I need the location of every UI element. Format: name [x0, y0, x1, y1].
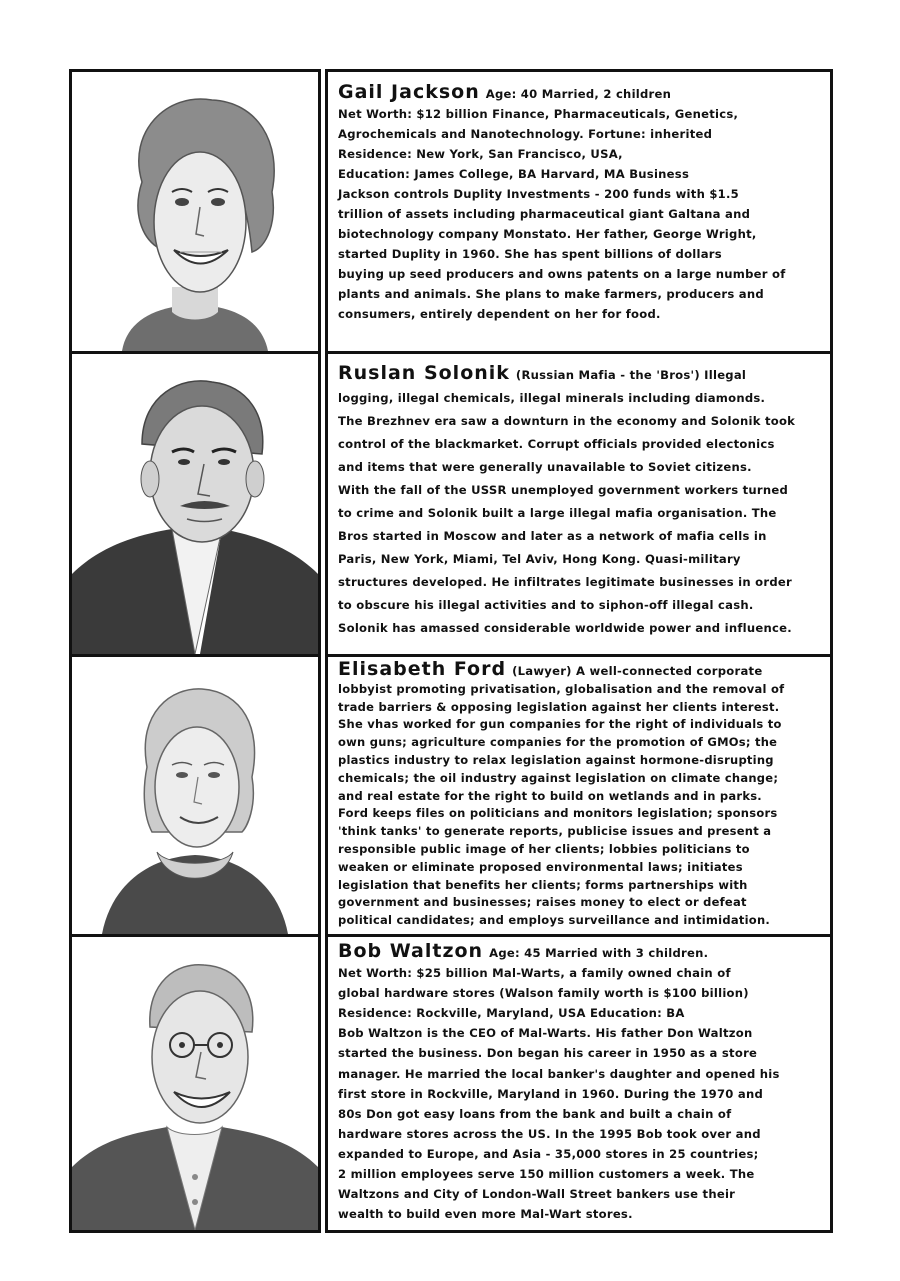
bio-line: plants and animals. She plans to make farmers, producers and [338, 287, 764, 301]
bio-line: and real estate for the right to build on wetlands and in parks. [338, 788, 762, 803]
bio-line: wealth to build even more Mal-Wart stores. [338, 1207, 633, 1222]
bio-panel-elisabeth-ford [328, 657, 830, 934]
bio-line: Net Worth: $12 billion Finance, Pharmaceuticals, Genetics, [338, 107, 739, 121]
bio-text [338, 941, 824, 1224]
bio-line: expanded to Europe, and Asia - 35,000 stores in 25 countries; [338, 1146, 759, 1161]
bio-line: weaken or eliminate proposed environmental laws; initiates [338, 859, 743, 874]
bio-panel-gail-jackson [328, 72, 830, 351]
bio-line: biotechnology company Monstato. Her father, George Wright, [338, 227, 757, 241]
bio-line: lobbyist promoting privatisation, globalisation and the removal of [338, 681, 785, 696]
person-intro: Age: 45 Married with 3 children. [489, 946, 709, 960]
bio-line: started Duplity in 1960. She has spent billions of dollars [338, 247, 722, 261]
bio-text [338, 82, 824, 324]
bio-line: logging, illegal chemicals, illegal minerals including diamonds. [338, 391, 766, 405]
person-intro: (Lawyer) A well-connected corporate [512, 664, 763, 678]
bio-line: and items that were generally unavailable to Soviet citizens. [338, 460, 752, 474]
portrait-bob-waltzon [72, 937, 318, 1230]
bio-line: Residence: New York, San Francisco, USA, [338, 147, 623, 161]
bio-line: hardware stores across the US. In the 1995 Bob took over and [338, 1126, 761, 1141]
bio-line: 2 million employees serve 150 million customers a week. The [338, 1167, 755, 1182]
bio-line: Net Worth: $25 billion Mal-Warts, a family owned chain of [338, 966, 731, 981]
bio-line: to obscure his illegal activities and to siphon-off illegal cash. [338, 598, 754, 612]
person-name: Ruslan Solonik [338, 362, 510, 384]
portrait-ruslan-solonik [72, 354, 318, 654]
bio-line: buying up seed producers and owns patents on a large number of [338, 267, 786, 281]
portrait-gail-jackson [72, 72, 318, 351]
bio-line: trillion of assets including pharmaceutical giant Galtana and [338, 207, 751, 221]
bio-line: Agrochemicals and Nanotechnology. Fortune: inherited [338, 127, 713, 141]
bio-line: Bros started in Moscow and later as a network of mafia cells in [338, 529, 767, 543]
bio-line: Solonik has amassed considerable worldwide power and influence. [338, 621, 792, 635]
bio-line: responsible public image of her clients; lobbies politicians to [338, 841, 750, 856]
biography-column [325, 69, 833, 1233]
bio-line: She vhas worked for gun companies for the right of individuals to [338, 717, 782, 732]
bio-line: 'think tanks' to generate reports, publicise issues and present a [338, 824, 772, 839]
bio-line: The Brezhnev era saw a downturn in the economy and Solonik took [338, 414, 796, 428]
bio-line: Ford keeps files on politicians and monitors legislation; sponsors [338, 806, 778, 821]
bio-line: trade barriers & opposing legislation against her clients interest. [338, 699, 780, 714]
person-intro: (Russian Mafia - the 'Bros') Illegal [515, 368, 747, 382]
bio-panel-bob-waltzon [328, 937, 830, 1230]
person-name: Gail Jackson [338, 81, 480, 103]
person-intro: Age: 40 Married, 2 children [485, 87, 672, 101]
bio-line: Residence: Rockville, Maryland, USA Education: BA [338, 1006, 685, 1021]
bio-text [338, 362, 824, 640]
bio-panel-ruslan-solonik [328, 354, 830, 654]
bio-line: political candidates; and employs surveillance and intimidation. [338, 913, 770, 928]
bio-line: plastics industry to relax legislation against hormone-disrupting [338, 752, 774, 767]
person-name: Elisabeth Ford [338, 658, 507, 680]
bio-line: Waltzons and City of London-Wall Street bankers use their [338, 1187, 736, 1202]
bio-line: Paris, New York, Miami, Tel Aviv, Hong Kong. Quasi-military [338, 552, 741, 566]
portrait-man-moustache-image [72, 354, 318, 654]
bio-line: consumers, entirely dependent on her for food. [338, 307, 661, 321]
bio-line: 80s Don got easy loans from the bank and built a chain of [338, 1106, 732, 1121]
bio-line: Jackson controls Duplity Investments - 200 funds with $1.5 [338, 187, 739, 201]
bio-line: started the business. Don began his career in 1950 as a store [338, 1046, 758, 1061]
bio-line: first store in Rockville, Maryland in 1960. During the 1970 and [338, 1086, 764, 1101]
bio-line: manager. He married the local banker's daughter and opened his [338, 1066, 780, 1081]
bio-line: Education: James College, BA Harvard, MA Business [338, 167, 690, 181]
bio-line: legislation that benefits her clients; forms partnerships with [338, 877, 748, 892]
portrait-man-glasses-image [72, 937, 318, 1230]
person-name: Bob Waltzon [338, 940, 484, 962]
bio-line: structures developed. He infiltrates legitimate businesses in order [338, 575, 792, 589]
portrait-woman-swept-hair-image [72, 657, 318, 934]
bio-line: With the fall of the USSR unemployed government workers turned [338, 483, 789, 497]
bio-line: global hardware stores (Walson family worth is $100 billion) [338, 986, 749, 1001]
bio-line: own guns; agriculture companies for the promotion of GMOs; the [338, 735, 778, 750]
bio-text [338, 658, 824, 930]
bio-line: control of the blackmarket. Corrupt officials provided electonics [338, 437, 775, 451]
bio-line: to crime and Solonik built a large illegal mafia organisation. The [338, 506, 777, 520]
portrait-column [69, 69, 321, 1233]
portrait-woman-bob-hair-image [72, 72, 318, 351]
bio-line: government and businesses; raises money to elect or defeat [338, 895, 747, 910]
bio-line: chemicals; the oil industry against legislation on climate change; [338, 770, 779, 785]
bio-line: Bob Waltzon is the CEO of Mal-Warts. His father Don Waltzon [338, 1026, 753, 1041]
portrait-elisabeth-ford [72, 657, 318, 934]
